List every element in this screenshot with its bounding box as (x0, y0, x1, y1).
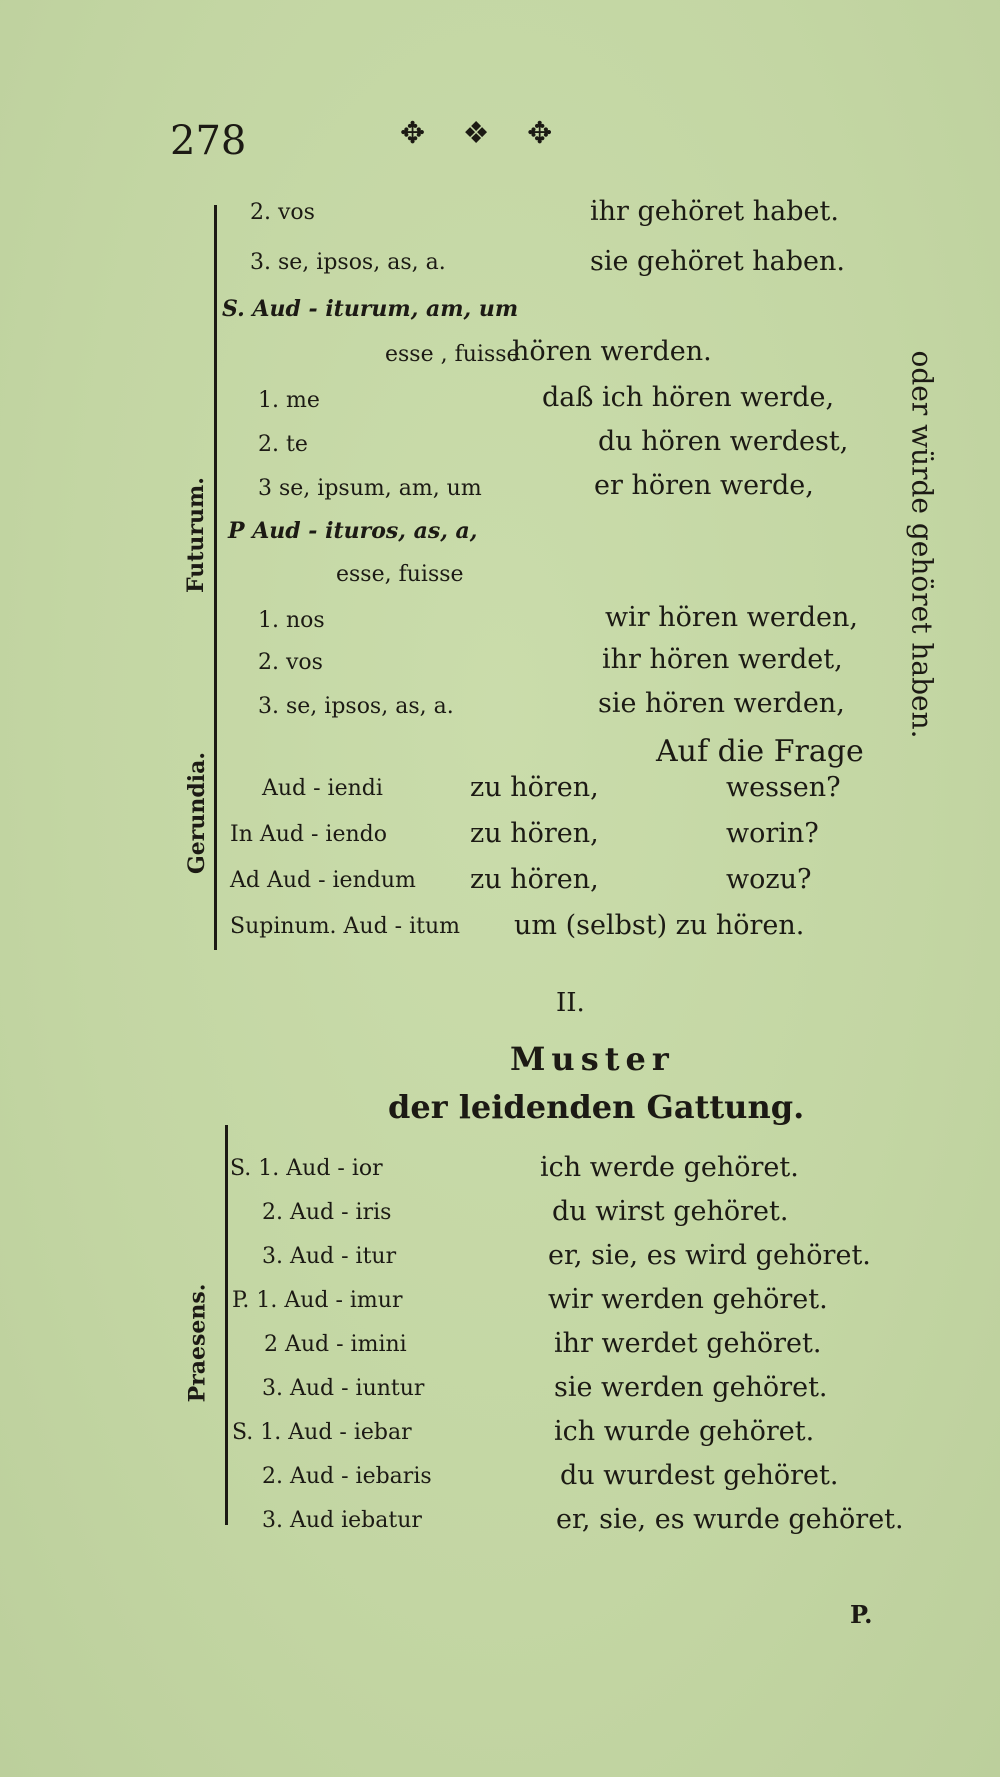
german-form: wir werden gehöret. (548, 1284, 828, 1315)
side-label-gerundia: Gerundia. (184, 751, 211, 875)
latin-form: S. 1. Aud - ior (230, 1156, 383, 1181)
catchword: P. (850, 1600, 873, 1629)
german-form: ihr gehöret habet. (590, 196, 839, 227)
latin-form: 3. se, ipsos, as, a. (258, 694, 454, 719)
latin-form: 1. nos (258, 608, 325, 633)
german-form: ihr werdet gehöret. (554, 1328, 822, 1359)
german-form: daß ich hören werde, (542, 382, 835, 413)
latin-form: 2. te (258, 432, 308, 457)
section-subtitle: der leidenden Gattung. (388, 1088, 805, 1126)
latin-form: 1. me (258, 388, 320, 413)
bracket-line (225, 1125, 228, 1525)
german-form: zu hören, (470, 864, 599, 895)
latin-form: 2. vos (258, 650, 323, 675)
german-form: du wurdest gehöret. (560, 1460, 839, 1491)
latin-form: 3. Aud iebatur (262, 1508, 422, 1533)
german-form: sie gehöret haben. (590, 246, 845, 277)
latin-form: esse, fuisse (336, 562, 464, 587)
german-form: du hören werdest, (598, 426, 849, 457)
latin-form: P. 1. Aud - imur (232, 1288, 403, 1313)
page-number: 278 (170, 118, 247, 164)
latin-form: Supinum. Aud - itum (230, 914, 461, 939)
german-form: sie hören werden, (598, 688, 845, 719)
latin-form: 3. Aud - itur (262, 1244, 397, 1269)
latin-form: 2 Aud - imini (264, 1332, 407, 1357)
german-form: er hören werde, (594, 470, 814, 501)
latin-form: S. Aud - iturum, am, um (222, 296, 519, 322)
latin-form: 3 se, ipsum, am, um (258, 476, 482, 501)
latin-form: esse , fuisse (385, 342, 520, 367)
side-note-right: oder würde gehöret haben. (905, 350, 939, 739)
question-header: Auf die Frage (656, 734, 864, 769)
question-word: wozu? (726, 864, 812, 895)
german-form: er, sie, es wurde gehöret. (556, 1504, 904, 1535)
german-form: du wirst gehöret. (552, 1196, 789, 1227)
german-form: er, sie, es wird gehöret. (548, 1240, 871, 1271)
section-number: II. (556, 988, 585, 1018)
header-ornament: ✥ ❖ ✥ (400, 116, 567, 151)
latin-form: P Aud - ituros, as, a, (228, 518, 478, 544)
german-form: sie werden gehöret. (554, 1372, 828, 1403)
bracket-line (214, 330, 217, 950)
latin-form: In Aud - iendo (230, 822, 387, 847)
latin-form: 3. se, ipsos, as, a. (250, 250, 446, 275)
german-form: zu hören, (470, 818, 599, 849)
german-form: wir hören werden, (605, 602, 858, 633)
section-title: Muster (510, 1040, 675, 1078)
latin-form: 2. vos (250, 200, 315, 225)
german-form: zu hören, (470, 772, 599, 803)
latin-form: 2. Aud - iris (262, 1200, 392, 1225)
latin-form: Ad Aud - iendum (230, 868, 416, 893)
latin-form: S. 1. Aud - iebar (232, 1420, 412, 1445)
latin-form: 2. Aud - iebaris (262, 1464, 432, 1489)
german-form: ihr hören werdet, (602, 644, 843, 675)
question-word: wessen? (726, 772, 841, 803)
german-form: ich werde gehöret. (540, 1152, 799, 1183)
latin-form: 3. Aud - iuntur (262, 1376, 425, 1401)
side-label-praesens: Praesens. (184, 1283, 211, 1403)
german-form: hören werden. (512, 336, 712, 367)
latin-form: Aud - iendi (262, 776, 383, 801)
german-form: ich wurde gehöret. (554, 1416, 815, 1447)
german-form: um (selbst) zu hören. (514, 910, 805, 941)
question-word: worin? (726, 818, 819, 849)
side-label-futurum: Futurum. (182, 477, 209, 593)
